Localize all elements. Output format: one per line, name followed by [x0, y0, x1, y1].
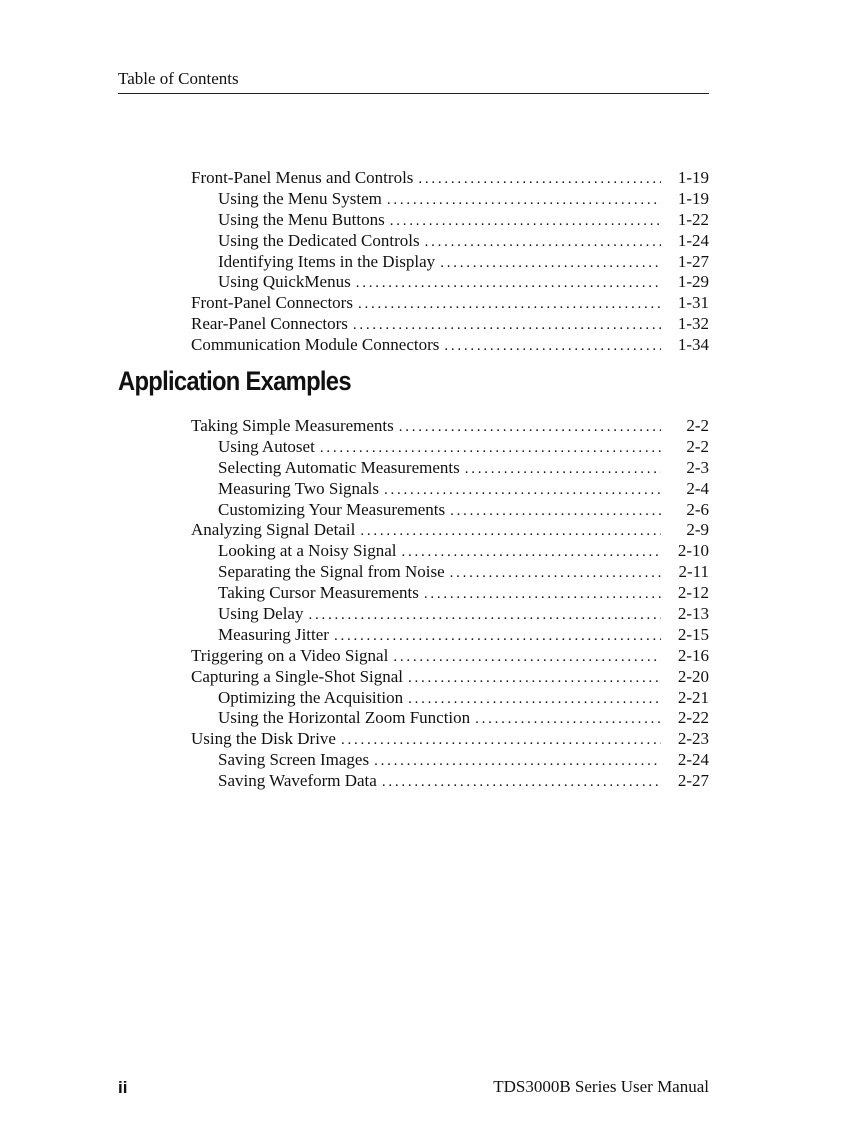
toc-entry[interactable] [191, 293, 709, 314]
toc-entry-page: 2-16 [677, 645, 709, 665]
toc-entry-title: Taking Cursor Measurements [218, 583, 419, 603]
dot-leader [320, 438, 661, 459]
toc-entry-title: Selecting Automatic Measurements [218, 457, 460, 477]
toc-entry-title: Looking at a Noisy Signal [218, 541, 397, 561]
toc-entry[interactable] [191, 189, 709, 210]
toc-entry[interactable] [191, 583, 709, 604]
toc-entry[interactable] [191, 688, 709, 709]
dot-leader [341, 730, 661, 751]
toc-entry-title: Front-Panel Connectors [191, 293, 353, 313]
dot-leader [475, 709, 661, 730]
toc-entry[interactable] [191, 500, 709, 521]
dot-leader [360, 521, 661, 542]
toc-entry-page: 2-9 [686, 520, 709, 540]
toc-entry-page: 2-21 [677, 687, 709, 707]
dot-leader [384, 480, 661, 501]
toc-entry[interactable] [191, 750, 709, 771]
toc-entry-page: 2-10 [677, 541, 709, 561]
dot-leader [390, 211, 661, 232]
toc-entry-title: Identifying Items in the Display [218, 251, 436, 271]
toc-entry-title: Capturing a Single-Shot Signal [191, 666, 404, 686]
dot-leader [356, 273, 661, 294]
toc-entry[interactable] [191, 272, 709, 293]
toc-entry-page: 1-19 [677, 168, 709, 187]
toc-entry-title: Front-Panel Menus and Controls [191, 168, 414, 187]
toc-entry-page: 2-27 [677, 771, 709, 791]
dot-leader [358, 294, 661, 315]
dot-leader [382, 772, 661, 793]
running-header: Table of Contents [118, 68, 709, 94]
dot-leader [465, 459, 661, 480]
toc-entry[interactable] [191, 458, 709, 479]
toc-entry-title: Analyzing Signal Detail [191, 520, 356, 540]
toc-entry[interactable] [191, 541, 709, 562]
toc-entry-title: Using the Horizontal Zoom Function [218, 708, 471, 728]
toc-entry-page: 1-31 [677, 293, 709, 313]
toc-entry[interactable] [191, 252, 709, 273]
toc-entry-page: 2-6 [686, 499, 709, 519]
toc-entry[interactable] [191, 667, 709, 688]
toc-entry[interactable] [191, 335, 709, 356]
toc-entry-page: 2-13 [677, 604, 709, 624]
toc-entry-title: Using Delay [218, 604, 304, 624]
toc-entry-page: 2-11 [678, 562, 709, 582]
toc-entry-title: Triggering on a Video Signal [191, 645, 389, 665]
toc-entry-page: 1-22 [677, 209, 709, 229]
toc-entry-page: 2-24 [677, 750, 709, 770]
toc-entry-page: 2-23 [677, 729, 709, 749]
dot-leader [308, 605, 661, 626]
toc-entry-page: 2-15 [677, 624, 709, 644]
toc-entry-page: 2-2 [686, 436, 709, 456]
toc-entry[interactable] [191, 604, 709, 625]
toc-entry-page: 1-24 [677, 230, 709, 250]
toc-entry-page: 2-4 [686, 478, 709, 498]
dot-leader [425, 232, 661, 253]
toc-entry-page: 1-19 [677, 188, 709, 208]
toc-entry[interactable] [191, 625, 709, 646]
toc-entry-page: 2-22 [677, 708, 709, 728]
toc-entry-title: Using Autoset [218, 436, 315, 456]
dot-leader [399, 417, 661, 438]
page-number: ii [118, 1078, 128, 1097]
toc-entry[interactable] [191, 314, 709, 335]
toc-entry-page: 2-20 [677, 666, 709, 686]
toc-entry-title: Saving Waveform Data [218, 771, 377, 791]
toc-entry[interactable] [191, 562, 709, 583]
toc-entry-title: Using the Disk Drive [191, 729, 336, 749]
toc-entry-title: Optimizing the Acquisition [218, 687, 404, 707]
dot-leader [408, 689, 661, 710]
dot-leader [440, 253, 661, 274]
dot-leader [334, 626, 661, 647]
toc-entry-title: Rear-Panel Connectors [191, 314, 348, 334]
toc-entry[interactable] [191, 708, 709, 729]
toc-entry[interactable] [191, 437, 709, 458]
toc-entry-title: Measuring Two Signals [218, 478, 379, 498]
toc-entry-title: Using the Menu Buttons [218, 209, 385, 229]
toc-entry-page: 2-3 [686, 457, 709, 477]
dot-leader [450, 501, 661, 522]
toc-entry-title: Customizing Your Measurements [218, 499, 446, 519]
dot-leader [408, 668, 661, 689]
toc-entry-page: 1-29 [677, 272, 709, 292]
dot-leader [387, 190, 661, 211]
dot-leader [374, 751, 661, 772]
toc-entry[interactable] [191, 479, 709, 500]
dot-leader [353, 315, 661, 336]
toc-entry-page: 1-34 [677, 335, 709, 355]
toc-entry[interactable] [191, 416, 709, 437]
manual-title: TDS3000B Series User Manual [493, 1077, 709, 1096]
toc-entry[interactable] [191, 520, 709, 541]
toc-entry-title: Saving Screen Images [218, 750, 370, 770]
toc-entry-title: Taking Simple Measurements [191, 416, 394, 435]
toc-entry-page: 2-2 [686, 416, 709, 435]
section-heading: Application Examples [118, 366, 351, 396]
dot-leader [393, 647, 661, 668]
toc-entry-title: Separating the Signal from Noise [218, 562, 445, 582]
dot-leader [418, 169, 661, 190]
toc-entry-title: Using the Dedicated Controls [218, 230, 420, 250]
dot-leader [401, 542, 661, 563]
toc-entry-title: Using QuickMenus [218, 272, 351, 292]
toc-list-application-examples [191, 416, 709, 792]
toc-entry-page: 1-27 [677, 251, 709, 271]
dot-leader [450, 563, 661, 584]
toc-entry-page: 2-12 [677, 583, 709, 603]
dot-leader [444, 336, 661, 357]
dot-leader [424, 584, 661, 605]
toc-entry[interactable] [191, 646, 709, 667]
toc-entry[interactable] [191, 771, 709, 792]
toc-entry[interactable] [191, 729, 709, 750]
toc-entry[interactable] [191, 210, 709, 231]
toc-entry-title: Measuring Jitter [218, 624, 329, 644]
toc-entry-title: Using the Menu System [218, 188, 382, 208]
toc-entry-page: 1-32 [677, 314, 709, 334]
toc-entry[interactable] [191, 231, 709, 252]
toc-entry-title: Communication Module Connectors [191, 335, 440, 355]
toc-entry[interactable] [191, 168, 709, 189]
toc-list-chapter-1 [191, 168, 709, 356]
